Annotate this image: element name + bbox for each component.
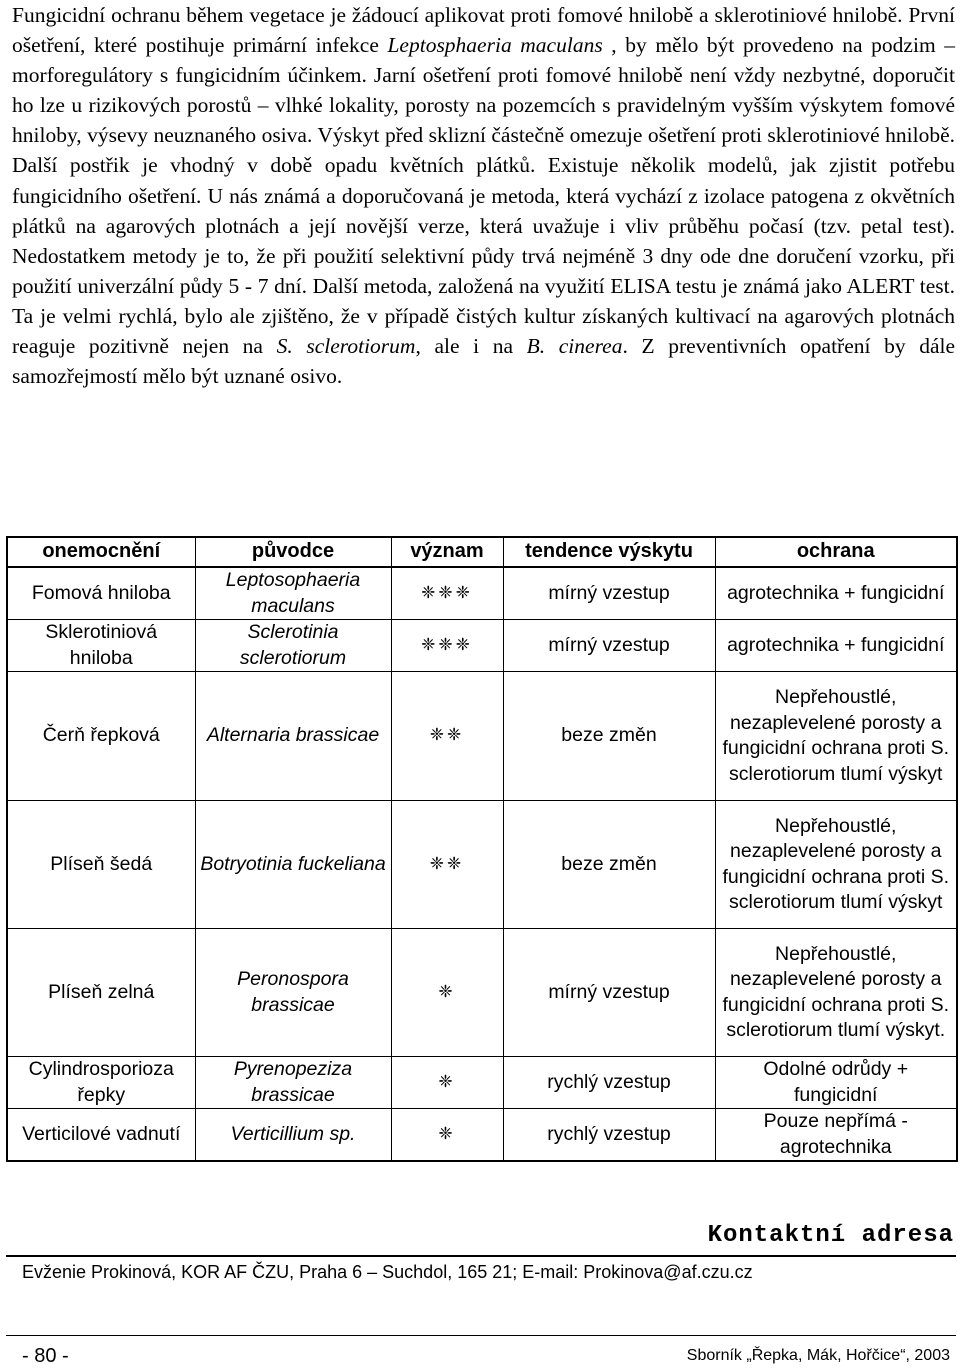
cell-importance: ❈: [391, 929, 503, 1057]
cell-importance: ❈❈❈: [391, 620, 503, 672]
cell-pathogen: Sclerotinia sclerotiorum: [195, 620, 391, 672]
cell-importance: ❈❈: [391, 801, 503, 929]
para-species-cinerea: B. cinerea: [526, 334, 623, 359]
cell-disease: Fomová hniloba: [7, 567, 195, 620]
cell-pathogen: Peronospora brassicae: [195, 929, 391, 1057]
cell-trend: rychlý vzestup: [503, 1057, 715, 1109]
table-row: [7, 801, 957, 929]
cell-disease: Plíseň zelná: [7, 929, 195, 1057]
cell-pathogen: Botryotinia fuckeliana: [195, 801, 391, 929]
cell-importance: ❈: [391, 1109, 503, 1162]
footer-source: Sborník „Řepka, Mák, Hořčice“, 2003: [686, 1347, 950, 1364]
body-paragraph: [12, 0, 955, 391]
header-protection: ochrana: [715, 537, 957, 567]
para-species-sclerotiorum: S. sclerotiorum: [276, 334, 416, 359]
cell-trend: rychlý vzestup: [503, 1109, 715, 1162]
table-row: [7, 1109, 957, 1162]
cell-trend: mírný vzestup: [503, 620, 715, 672]
cell-protection: Pouze nepřímá - agrotechnika: [715, 1109, 957, 1162]
cell-importance: ❈: [391, 1057, 503, 1109]
contact-divider: [6, 1255, 956, 1257]
cell-trend: beze změn: [503, 672, 715, 801]
para-text-4: . Z preventivních opatření by dále samozřejmostí mělo být uznané osivo.: [12, 334, 956, 389]
header-disease: onemocnění: [7, 537, 195, 567]
table-header-row: [7, 537, 957, 567]
para-text-2: , by mělo být provedeno na podzim – morforegulátory s fungicidním účinkem. Jarní ošetření proti fomové hnilobě není vždy nezbytné, doporučit ho lze u rizikových porostů – vlhké lokality, porosty na pozemcích s pravidelným vyšším výskytem fomové hniloby, výsevy neuznaného osiva. Výskyt před sklizní částečně omezuje ošetření proti sklerotiniové hnilobě. Další postřik je vhodný v době opadu květních plátků. Existuje několik modelů, jak zjistit potřebu fungicidního ošetření. U nás známá a doporučovaná je metoda, která vychází z izolace patogena z okvětních plátků na agarových plotnách a její novější verze, která uvažuje i vliv průběhu počasí (tzv. petal test). Nedostatkem metody je to, že při použití selektivní půdy trvá nejméně 3 dny ode dne doručení vzorku, při použití univerzální půdy 5 - 7 dní. Další metoda, založená na využití ELISA testu je známá jako ALERT test. Ta je velmi rychlá, bylo ale zjištěno, že v případě čistých kultur získaných kultivací na agarových plotnách reaguje pozitivně nejen na: [12, 33, 956, 359]
cell-disease: Sklerotiniová hniloba: [7, 620, 195, 672]
contact-address: Evženie Prokinová, KOR AF ČZU, Praha 6 – Suchdol, 165 21; E-mail: Prokinova@af.czu.cz: [22, 1262, 753, 1282]
cell-trend: beze změn: [503, 801, 715, 929]
cell-pathogen: Alternaria brassicae: [195, 672, 391, 801]
header-trend: tendence výskytu: [503, 537, 715, 567]
table-row: [7, 567, 957, 620]
cell-disease: Plíseň šedá: [7, 801, 195, 929]
table-row: [7, 929, 957, 1057]
disease-table: [6, 536, 958, 1162]
cell-importance: ❈❈❈: [391, 567, 503, 620]
footer-divider: [6, 1335, 956, 1336]
cell-protection: Nepřehoustlé, nezaplevelené porosty a fungicidní ochrana proti S. sclerotiorum tlumí výskyt.: [715, 929, 957, 1057]
table-row: [7, 1057, 957, 1109]
cell-protection: Odolné odrůdy + fungicidní: [715, 1057, 957, 1109]
cell-disease: Čerň řepková: [7, 672, 195, 801]
para-text-3: , ale i na: [415, 334, 527, 359]
cell-disease: Verticilové vadnutí: [7, 1109, 195, 1162]
cell-pathogen: Verticillium sp.: [195, 1109, 391, 1162]
para-species-leptosphaeria: Leptosphaeria maculans: [387, 33, 603, 58]
cell-pathogen: Pyrenopeziza brassicae: [195, 1057, 391, 1109]
cell-pathogen: Leptosophaeria maculans: [195, 567, 391, 620]
cell-protection: agrotechnika + fungicidní: [715, 567, 957, 620]
cell-trend: mírný vzestup: [503, 567, 715, 620]
cell-protection: Nepřehoustlé, nezaplevelené porosty a fungicidní ochrana proti S. sclerotiorum tlumí výskyt: [715, 672, 957, 801]
cell-importance: ❈❈: [391, 672, 503, 801]
contact-heading: Kontaktní adresa: [707, 1222, 954, 1249]
cell-trend: mírný vzestup: [503, 929, 715, 1057]
header-pathogen: původce: [195, 537, 391, 567]
header-importance: význam: [391, 537, 503, 567]
table-row: [7, 620, 957, 672]
table-row: [7, 672, 957, 801]
cell-protection: Nepřehoustlé, nezaplevelené porosty a fungicidní ochrana proti S. sclerotiorum tlumí výskyt: [715, 801, 957, 929]
cell-protection: agrotechnika + fungicidní: [715, 620, 957, 672]
cell-disease: Cylindrosporioza řepky: [7, 1057, 195, 1109]
para-text-1: Fungicidní ochranu během vegetace je žádoucí aplikovat proti fomové hnilobě a sklerotiniové hnilobě. První ošetření, které postihuje primární infekce: [12, 3, 955, 58]
page-number: - 80 -: [22, 1345, 69, 1367]
